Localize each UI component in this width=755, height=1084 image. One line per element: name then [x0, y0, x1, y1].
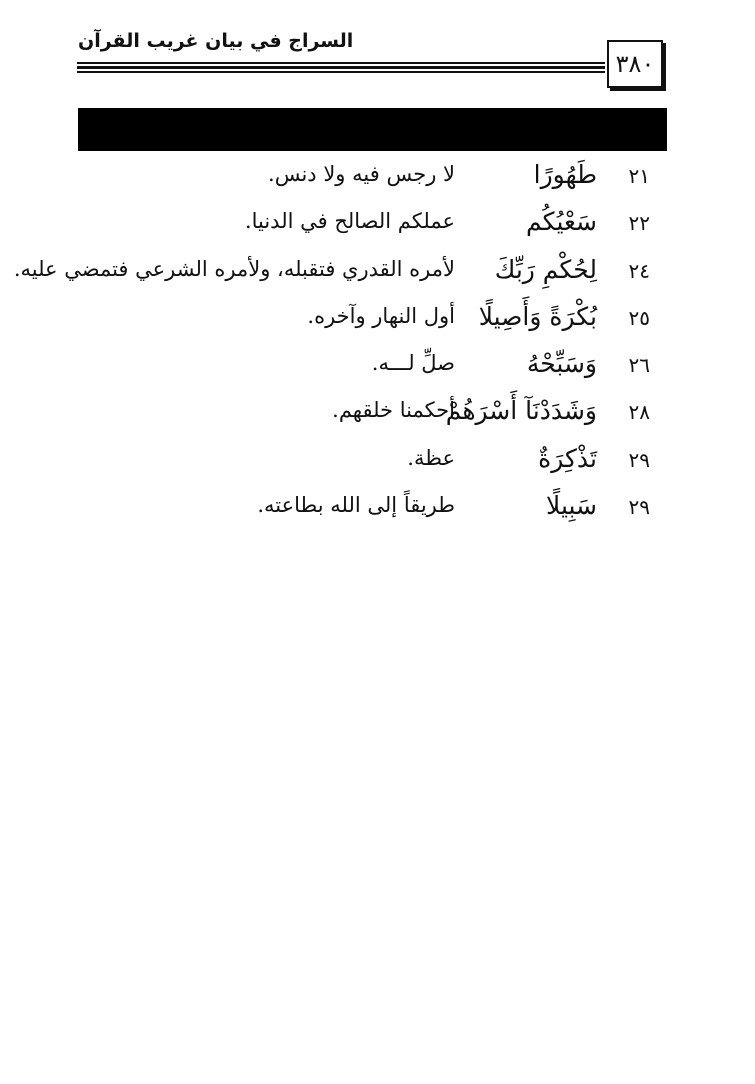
word-meaning: عظة. [407, 445, 455, 470]
page-number: ٣٨٠ [607, 40, 663, 88]
verse-number: ٢٤ [628, 258, 650, 283]
quran-word: بُكْرَةً وَأَصِيلًا [478, 301, 597, 331]
glossary-entry [0, 302, 755, 349]
verse-number: ٢٨ [628, 400, 650, 425]
verse-number: ٢٢ [628, 211, 650, 236]
word-meaning: عملكم الصالح في الدنيا. [244, 209, 455, 234]
glossary-entry [0, 160, 755, 207]
verse-number: ٢٩ [628, 495, 650, 520]
glossary-list [0, 160, 755, 538]
glossary-entry [0, 349, 755, 396]
word-meaning: طريقاً إلى الله بطاعته. [257, 493, 455, 518]
header-rule-bottom [77, 71, 605, 73]
word-meaning: صلِّ لـــه. [371, 351, 455, 376]
section-banner [78, 108, 667, 151]
glossary-entry [0, 207, 755, 254]
glossary-entry [0, 255, 755, 302]
glossary-entry [0, 491, 755, 538]
header-rule-middle [77, 66, 605, 69]
word-meaning: لا رجس فيه ولا دنس. [268, 162, 455, 186]
word-meaning: لأمره القدري فتقبله، ولأمره الشرعي فتمضي عليه. [13, 256, 455, 281]
quran-word: سَعْيُكُم [526, 207, 597, 237]
quran-word: سَبِيلًا [546, 491, 597, 521]
running-header-title: السراج في بيان غريب القرآن [78, 30, 354, 52]
quran-word: لِحُكْمِ رَبِّكَ [494, 254, 597, 284]
glossary-entry [0, 396, 755, 443]
word-meaning: أحكمنا خلقهم. [332, 398, 455, 423]
quran-word: وَسَبِّحْهُ [526, 349, 597, 379]
verse-number: ٢٦ [628, 353, 650, 378]
quran-word: تَذْكِرَةٌ [538, 443, 597, 473]
quran-word: طَهُورًا [533, 160, 597, 189]
verse-number: ٢٥ [628, 305, 650, 330]
quran-word: وَشَدَدْنَآ أَسْرَهُمْ [445, 396, 597, 426]
word-meaning: أول النهار وآخره. [307, 303, 455, 328]
glossary-entry [0, 444, 755, 491]
verse-number: ٢١ [628, 164, 650, 188]
header-rule-top [77, 62, 605, 64]
verse-number: ٢٩ [628, 447, 650, 472]
